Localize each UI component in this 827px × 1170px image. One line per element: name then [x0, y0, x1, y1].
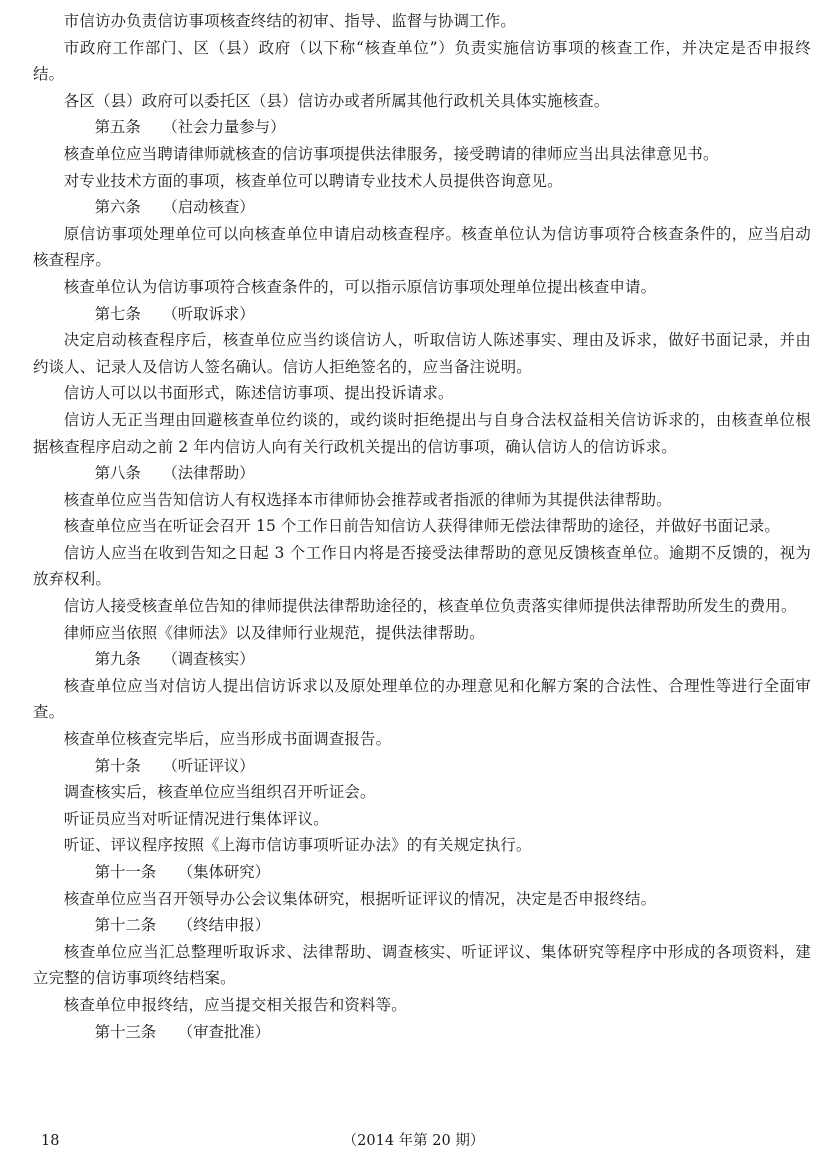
body-paragraph: 听证员应当对听证情况进行集体评议。	[63, 809, 329, 828]
body-paragraph: 核查单位应当对信访人提出信访诉求以及原处理单位的办理意见和化解方案的合法性、合理性等进行全面审查。	[33, 676, 811, 722]
body-paragraph: 核查单位核查完毕后，应当形成书面调查报告。	[63, 730, 392, 749]
article-title: （听证评议）	[162, 756, 255, 775]
article-title: （调查核实）	[162, 650, 255, 669]
body-paragraph: 核查单位申报终结，应当提交相关报告和资料等。	[63, 995, 407, 1014]
body-paragraph: 核查单位应当在听证会召开 15 个工作日前告知信访人获得律师无偿法律帮助的途径，并做好书面记录。	[63, 517, 780, 536]
article-number: 第九条	[94, 650, 141, 669]
page-footer	[0, 1130, 827, 1152]
body-paragraph: 市政府工作部门、区（县）政府（以下称“核查单位”）负责实施信访事项的核查工作，并决定是否申报终结。	[33, 38, 811, 84]
body-paragraph: 听证、评议程序按照《上海市信访事项听证办法》的有关规定执行。	[63, 836, 532, 855]
article-title: （终结申报）	[177, 916, 271, 935]
body-paragraph: 信访人无正当理由回避核查单位约谈的，或约谈时拒绝提出与自身合法权益相关信访诉求的，由核查单位根据核查程序启动之前 2 年内信访人向有关行政机关提出的信访事项，确认信访人的信访诉求。	[33, 410, 811, 456]
body-paragraph: 调查核实后，核查单位应当组织召开听证会。	[63, 783, 376, 802]
body-paragraph: 信访人接受核查单位告知的律师提供法律帮助途径的，核查单位负责落实律师提供法律帮助所发生的费用。	[63, 597, 797, 616]
body-paragraph: 决定启动核查程序后，核查单位应当约谈信访人，听取信访人陈述事实、理由及诉求，做好书面记录，并由约谈人、记录人及信访人签名确认。信访人拒绝签名的，应当备注说明。	[33, 331, 811, 376]
issue-label: （2014 年第 20 期）	[342, 1133, 485, 1149]
body-paragraph: 原信访事项处理单位可以向核查单位申请启动核查程序。核查单位认为信访事项符合核查条件的，应当启动核查程序。	[33, 224, 811, 270]
article-heading	[33, 912, 811, 939]
body-paragraph: 核查单位应当召开领导办公会议集体研究，根据听证评议的情况，决定是否申报终结。	[63, 889, 657, 908]
body-paragraph: 信访人应当在收到告知之日起 3 个工作日内将是否接受法律帮助的意见反馈核查单位。逾期不反馈的，视为放弃权利。	[33, 543, 811, 589]
article-title: （审查批准）	[177, 1022, 271, 1041]
page-number: 18	[41, 1133, 60, 1149]
article-heading	[33, 646, 811, 673]
article-heading	[33, 1019, 811, 1046]
body-paragraph: 各区（县）政府可以委托区（县）信访办或者所属其他行政机关具体实施核查。	[63, 91, 610, 110]
article-title: （启动核查）	[162, 198, 255, 217]
body-paragraph: 信访人可以以书面形式，陈述信访事项、提出投诉请求。	[63, 384, 454, 403]
body-paragraph: 核查单位应当告知信访人有权选择本市律师协会推荐或者指派的律师为其提供法律帮助。	[63, 490, 672, 509]
article-heading	[33, 753, 811, 780]
article-heading	[33, 114, 811, 141]
article-number: 第十二条	[94, 916, 157, 935]
article-number: 第六条	[94, 198, 141, 217]
article-heading	[33, 460, 811, 487]
article-number: 第五条	[94, 118, 141, 137]
article-title: （社会力量参与）	[162, 118, 286, 137]
body-paragraph: 核查单位应当汇总整理听取诉求、法律帮助、调查核实、听证评议、集体研究等程序中形成的各项资料，建立完整的信访事项终结档案。	[33, 942, 811, 988]
body-paragraph: 律师应当依照《律师法》以及律师行业规范，提供法律帮助。	[63, 623, 485, 642]
article-number: 第十三条	[94, 1022, 157, 1041]
article-number: 第八条	[94, 464, 141, 483]
article-title: （法律帮助）	[162, 464, 255, 483]
body-paragraph: 对专业技术方面的事项，核查单位可以聘请专业技术人员提供咨询意见。	[63, 171, 563, 190]
body-paragraph: 市信访办负责信访事项核查终结的初审、指导、监督与协调工作。	[63, 12, 516, 30]
article-title: （集体研究）	[177, 863, 271, 881]
body-paragraph: 核查单位应当聘请律师就核查的信访事项提供法律服务，接受聘请的律师应当出具法律意见书。	[63, 144, 719, 163]
article-heading	[33, 194, 811, 221]
article-title: （听取诉求）	[162, 304, 255, 323]
article-number: 第十一条	[94, 863, 157, 881]
article-heading	[33, 859, 811, 886]
document-body	[33, 8, 811, 1045]
article-heading	[33, 301, 811, 328]
article-number: 第十条	[94, 756, 141, 775]
body-paragraph: 核查单位认为信访事项符合核查条件的，可以指示原信访事项处理单位提出核查申请。	[63, 277, 657, 296]
article-number: 第七条	[94, 304, 141, 323]
